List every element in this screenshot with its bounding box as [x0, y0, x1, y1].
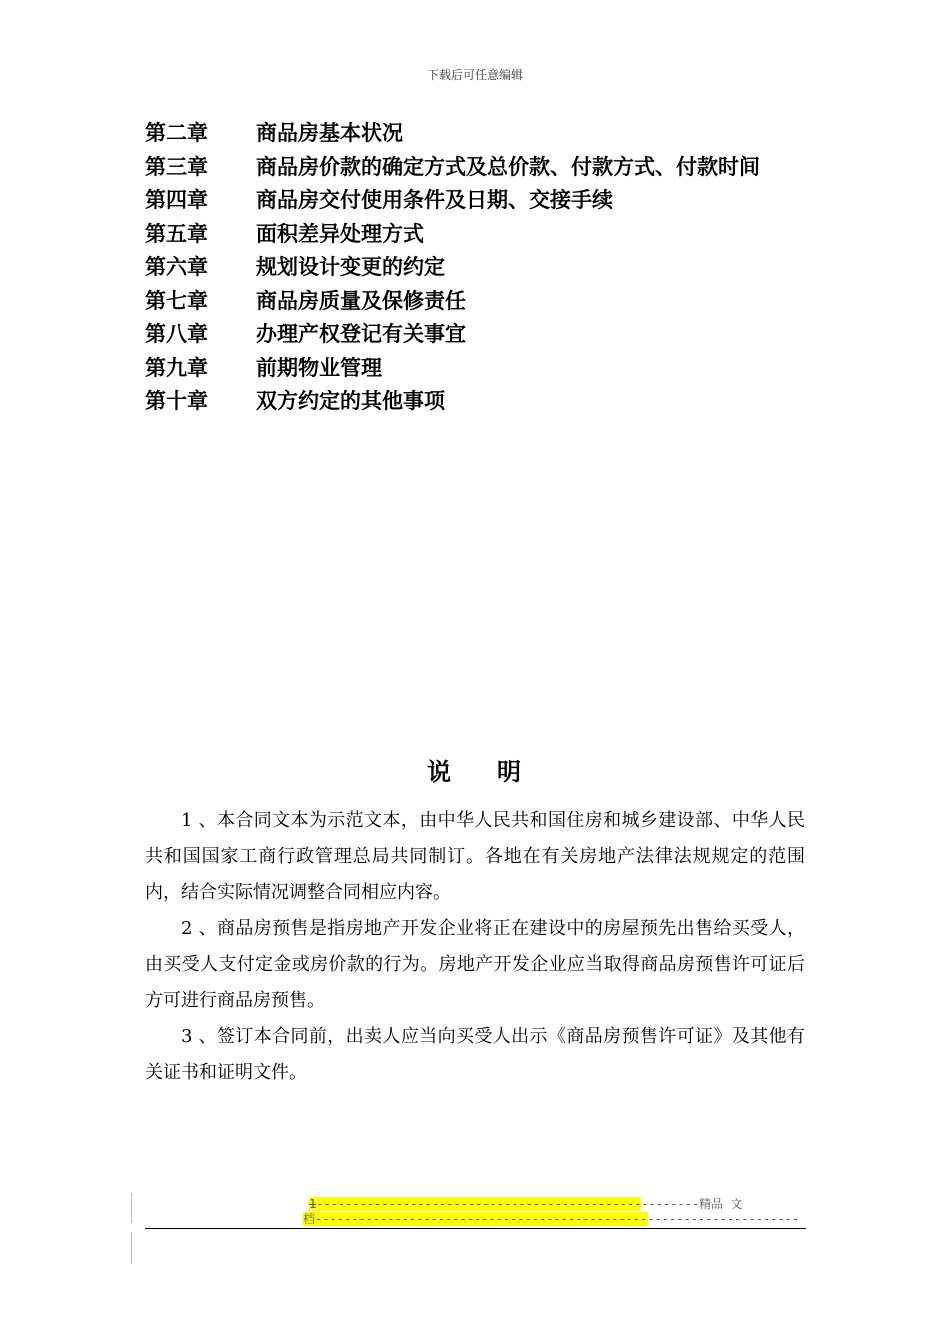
- toc-row: [145, 218, 825, 252]
- footer-highlight-line: [309, 1197, 743, 1211]
- toc-row: [145, 285, 825, 319]
- chapter-number: 第九章: [145, 355, 208, 380]
- chapter-title: 商品房价款的确定方式及总价款、付款方式、付款时间: [256, 154, 760, 179]
- toc-row: [145, 251, 825, 285]
- toc-row: [145, 318, 825, 352]
- chapter-title: 面积差异处理方式: [256, 221, 424, 246]
- chapter-number: 第五章: [145, 221, 208, 246]
- header-note: 下载后可任意编辑: [426, 68, 523, 82]
- note-paragraph: 3 、签订本合同前，出卖人应当向买受人出示《商品房预售许可证》及其他有关证书和证明文件。: [145, 1026, 805, 1083]
- note-paragraph: 2 、商品房预售是指房地产开发企业将正在建设中的房屋预先出售给买受人，由买受人支付定金或房价款的行为。房地产开发企业应当取得商品房预售许可证后方可进行商品房预售。: [145, 918, 805, 1011]
- footer-char: 档: [303, 1212, 316, 1226]
- section-title-part: 明: [497, 758, 523, 786]
- toc-row: [145, 352, 825, 386]
- chapter-number: 第八章: [145, 322, 208, 346]
- footer-divider: [145, 1228, 806, 1229]
- toc-row: [145, 385, 825, 419]
- footer-text: -------------------------------------------------------------------: [315, 1212, 800, 1226]
- page-number: 1: [309, 1197, 317, 1211]
- margin-marker: [131, 1232, 132, 1264]
- chapter-title: 商品房交付使用条件及日期、交接手续: [256, 188, 613, 212]
- section-title: [0, 752, 950, 787]
- chapter-number: 第四章: [145, 188, 208, 212]
- notes-section: [145, 803, 805, 1091]
- chapter-title: 前期物业管理: [256, 355, 382, 380]
- toc-row: [145, 184, 825, 218]
- toc-row: [145, 117, 825, 151]
- section-title-part: 说: [427, 758, 453, 786]
- chapter-number: 第三章: [145, 154, 208, 179]
- chapter-number: 第六章: [145, 255, 208, 279]
- chapter-title: 商品房质量及保修责任: [256, 288, 466, 313]
- footer-highlight-line: [303, 1212, 800, 1226]
- chapter-number: 第七章: [145, 288, 208, 313]
- chapter-number: 第二章: [145, 121, 208, 145]
- chapter-title: 办理产权登记有关事宜: [256, 322, 466, 346]
- margin-marker: [131, 1193, 132, 1223]
- footer-text: -----------------------------------------------------精品 文: [316, 1197, 743, 1211]
- chapter-title: 双方约定的其他事项: [256, 389, 445, 413]
- chapter-title: 规划设计变更的约定: [256, 255, 445, 279]
- note-paragraph: 1 、本合同文本为示范文本，由中华人民共和国住房和城乡建设部、中华人民共和国国家工商行政管理总局共同制订。各地在有关房地产法律法规规定的范围内，结合实际情况调整合同相应内容。: [145, 810, 805, 903]
- chapter-number: 第十章: [145, 389, 208, 413]
- chapter-title: 商品房基本状况: [256, 121, 403, 145]
- toc-row: [145, 151, 825, 185]
- table-of-contents: [145, 117, 825, 419]
